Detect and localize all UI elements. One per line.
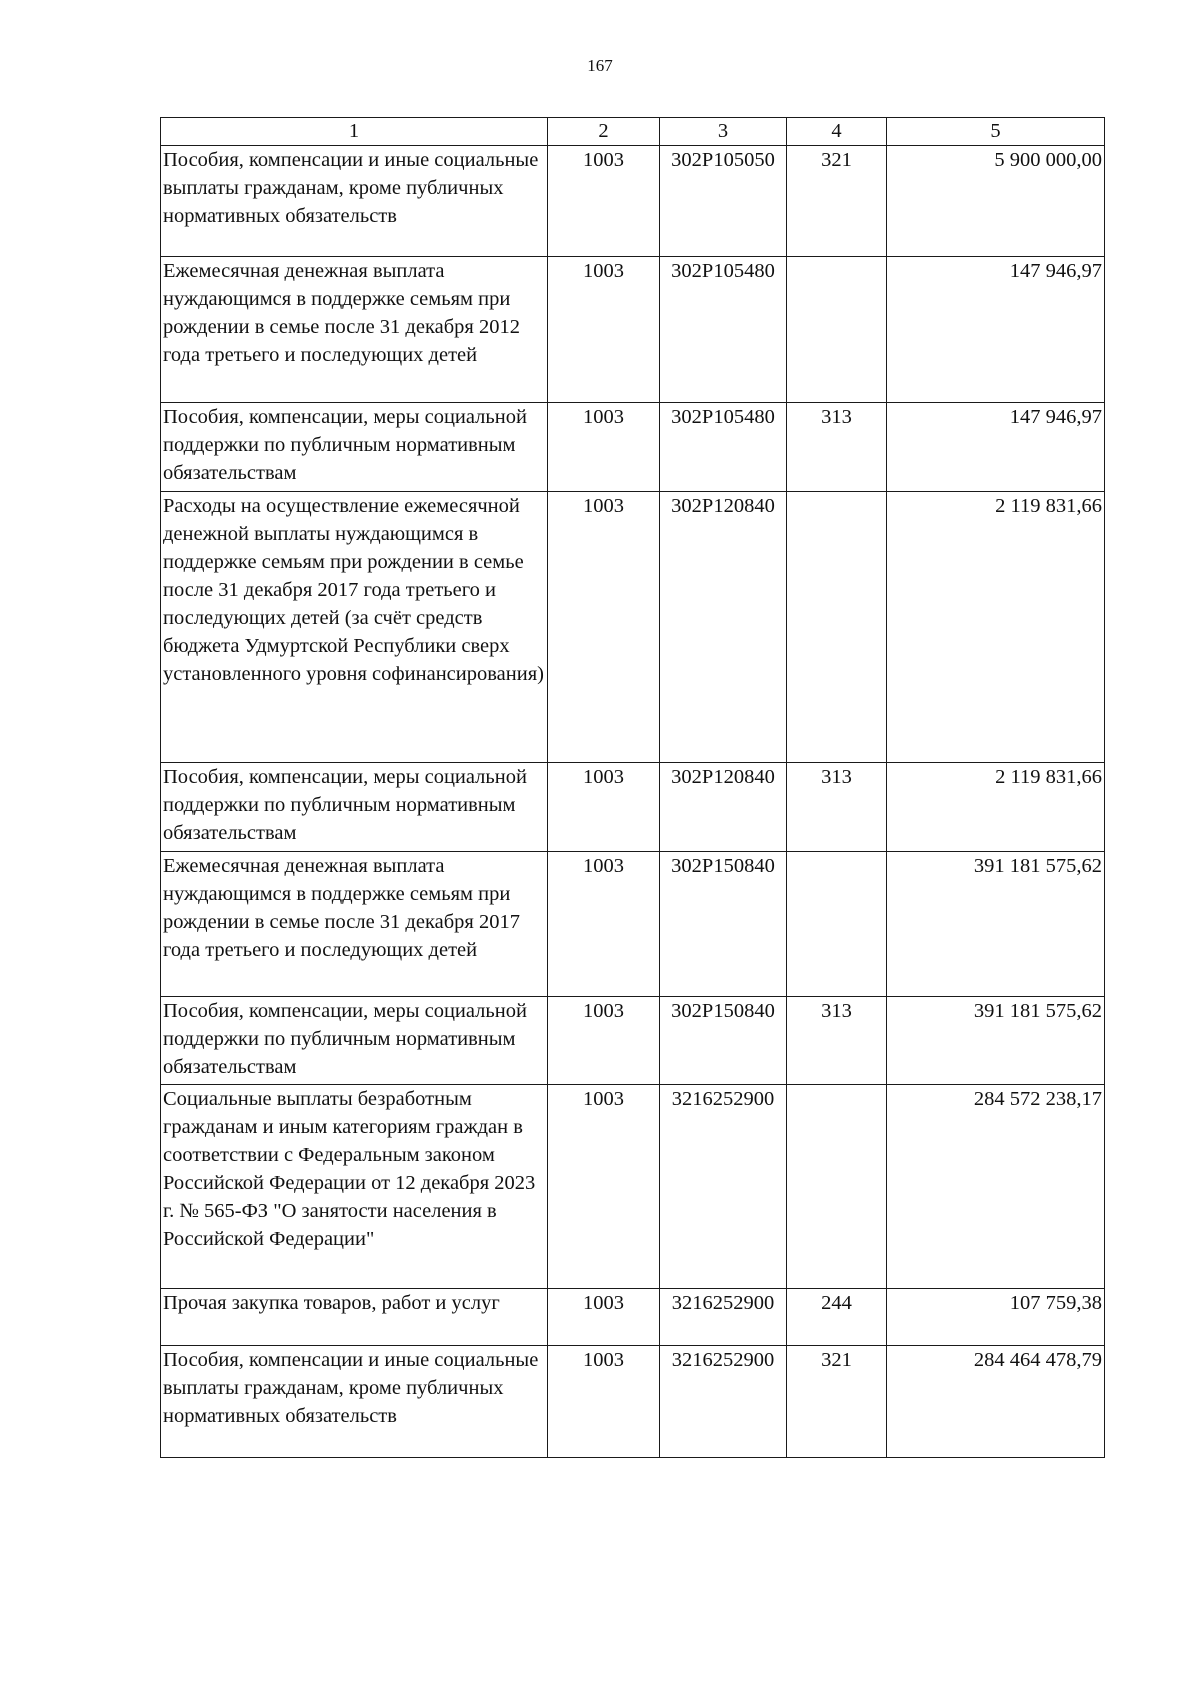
row-section: 1003 — [548, 997, 660, 1085]
row-amount: 5 900 000,00 — [887, 146, 1105, 257]
row-name: Пособия, компенсации, меры социальной поддержки по публичным нормативным обязательствам — [161, 763, 548, 852]
row-amount: 391 181 575,62 — [887, 997, 1105, 1085]
row-expense-type — [787, 852, 887, 997]
row-section: 1003 — [548, 492, 660, 763]
row-expense-type: 313 — [787, 997, 887, 1085]
header-target: 3 — [660, 118, 787, 146]
row-section: 1003 — [548, 146, 660, 257]
row-expense-type: 313 — [787, 403, 887, 492]
row-expense-type: 244 — [787, 1289, 887, 1346]
row-name: Пособия, компенсации, меры социальной поддержки по публичным нормативным обязательствам — [161, 997, 548, 1085]
table-row — [161, 763, 1105, 852]
row-expense-type — [787, 1085, 887, 1289]
row-expense-type: 321 — [787, 1346, 887, 1458]
row-expense-type: 321 — [787, 146, 887, 257]
row-target: 302P120840 — [660, 492, 787, 763]
table-row — [161, 1346, 1105, 1458]
row-target: 302P105050 — [660, 146, 787, 257]
table-row — [161, 1085, 1105, 1289]
table-row — [161, 403, 1105, 492]
row-name: Пособия, компенсации и иные социальные выплаты гражданам, кроме публичных нормативных обязательств — [161, 146, 548, 257]
row-section: 1003 — [548, 1289, 660, 1346]
row-name: Социальные выплаты безработным гражданам и иным категориям граждан в соответствии с Федеральным законом Российской Федерации от 12 декабря 2023 г. № 565-ФЗ "О занятости населения в Российской Федерации" — [161, 1085, 548, 1289]
row-amount: 2 119 831,66 — [887, 492, 1105, 763]
row-name: Прочая закупка товаров, работ и услуг — [161, 1289, 548, 1346]
row-target: 302P150840 — [660, 997, 787, 1085]
row-name: Пособия, компенсации и иные социальные выплаты гражданам, кроме публичных нормативных обязательств — [161, 1346, 548, 1458]
row-target: 302P120840 — [660, 763, 787, 852]
row-target: 302P150840 — [660, 852, 787, 997]
row-amount: 284 572 238,17 — [887, 1085, 1105, 1289]
row-target: 3216252900 — [660, 1085, 787, 1289]
row-amount: 2 119 831,66 — [887, 763, 1105, 852]
row-name: Ежемесячная денежная выплата нуждающимся в поддержке семьям при рождении в семье после 31 декабря 2017 года третьего и последующих детей — [161, 852, 548, 997]
row-section: 1003 — [548, 257, 660, 403]
header-row — [161, 118, 1105, 146]
header-amount: 5 — [887, 118, 1105, 146]
table-row — [161, 852, 1105, 997]
row-target: 3216252900 — [660, 1346, 787, 1458]
row-amount: 147 946,97 — [887, 257, 1105, 403]
table-row — [161, 997, 1105, 1085]
row-amount: 107 759,38 — [887, 1289, 1105, 1346]
row-section: 1003 — [548, 403, 660, 492]
table-row — [161, 1289, 1105, 1346]
row-section: 1003 — [548, 1346, 660, 1458]
row-amount: 284 464 478,79 — [887, 1346, 1105, 1458]
table-row — [161, 492, 1105, 763]
row-expense-type — [787, 257, 887, 403]
row-target: 302P105480 — [660, 403, 787, 492]
row-amount: 391 181 575,62 — [887, 852, 1105, 997]
row-target: 3216252900 — [660, 1289, 787, 1346]
row-amount: 147 946,97 — [887, 403, 1105, 492]
row-target: 302P105480 — [660, 257, 787, 403]
budget-table — [160, 117, 1105, 1458]
header-expense-type: 4 — [787, 118, 887, 146]
table-row — [161, 257, 1105, 403]
row-name: Расходы на осуществление ежемесячной денежной выплаты нуждающимся в поддержке семьям при рождении в семье после 31 декабря 2017 года третьего и последующих детей (за счёт средств бюджета Удмуртской Республики сверх установленного уровня софинансирования) — [161, 492, 548, 763]
page-number: 167 — [587, 56, 613, 75]
header-section: 2 — [548, 118, 660, 146]
row-expense-type: 313 — [787, 763, 887, 852]
row-section: 1003 — [548, 852, 660, 997]
row-section: 1003 — [548, 763, 660, 852]
row-section: 1003 — [548, 1085, 660, 1289]
header-name: 1 — [161, 118, 548, 146]
row-expense-type — [787, 492, 887, 763]
table-row — [161, 146, 1105, 257]
row-name: Пособия, компенсации, меры социальной поддержки по публичным нормативным обязательствам — [161, 403, 548, 492]
row-name: Ежемесячная денежная выплата нуждающимся в поддержке семьям при рождении в семье после 31 декабря 2012 года третьего и последующих детей — [161, 257, 548, 403]
